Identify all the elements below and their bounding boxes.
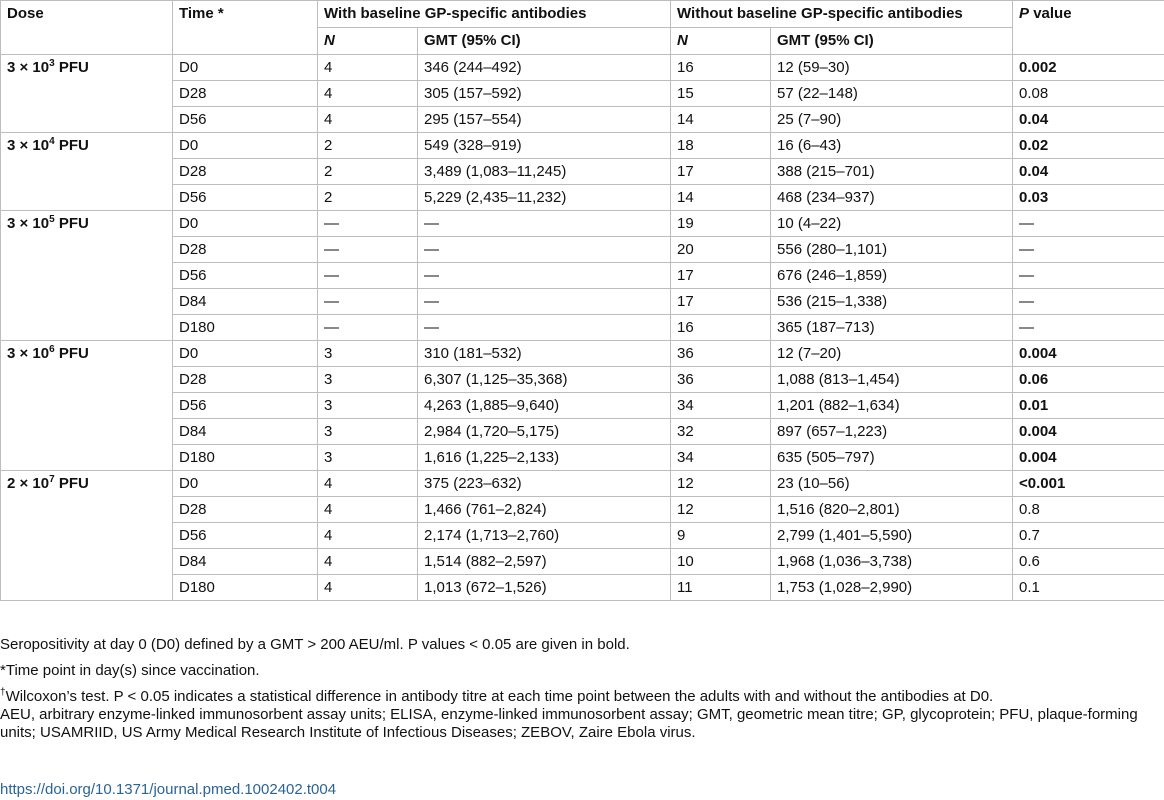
- cell-time: D0: [173, 133, 318, 159]
- cell-n-with: 3: [318, 341, 418, 367]
- cell-n-with: 4: [318, 107, 418, 133]
- cell-time: D0: [173, 471, 318, 497]
- cell-gmt-with: —: [418, 289, 671, 315]
- cell-p-value: 0.6: [1013, 549, 1164, 575]
- cell-n-with: 4: [318, 55, 418, 81]
- cell-time: D180: [173, 575, 318, 601]
- dose-base: 2 × 10: [7, 475, 50, 493]
- cell-p-value: —: [1013, 211, 1164, 237]
- cell-dose: [1, 523, 173, 549]
- cell-dose: [1, 549, 173, 575]
- header-gmt-with: GMT (95% CI): [418, 28, 671, 55]
- cell-gmt-without: 23 (10–56): [771, 471, 1013, 497]
- dose-unit: PFU: [54, 59, 89, 77]
- cell-gmt-without: 1,968 (1,036–3,738): [771, 549, 1013, 575]
- table-row: [1, 549, 1164, 575]
- dose-exponent: 3: [49, 58, 55, 70]
- cell-dose: [1, 55, 173, 81]
- cell-gmt-without: 16 (6–43): [771, 133, 1013, 159]
- cell-dose: [1, 211, 173, 237]
- cell-p-value: 0.002: [1013, 55, 1164, 81]
- footnote-wilcoxon: [0, 688, 1164, 706]
- cell-gmt-without: 365 (187–713): [771, 315, 1013, 341]
- dose-exponent: 4: [49, 136, 55, 148]
- cell-dose: [1, 575, 173, 601]
- cell-gmt-without: 536 (215–1,338): [771, 289, 1013, 315]
- cell-n-without: 14: [671, 185, 771, 211]
- table-header: [1, 1, 1164, 55]
- cell-gmt-with: —: [418, 263, 671, 289]
- dose-exponent: 7: [49, 474, 55, 486]
- header-without-baseline: Without baseline GP-specific antibodies: [671, 1, 1013, 28]
- cell-gmt-without: 2,799 (1,401–5,590): [771, 523, 1013, 549]
- cell-dose: [1, 159, 173, 185]
- cell-n-with: 2: [318, 133, 418, 159]
- cell-gmt-without: 468 (234–937): [771, 185, 1013, 211]
- table-row: [1, 185, 1164, 211]
- cell-n-with: 4: [318, 549, 418, 575]
- cell-n-without: 16: [671, 315, 771, 341]
- cell-dose: [1, 419, 173, 445]
- cell-n-without: 17: [671, 289, 771, 315]
- table-row: [1, 237, 1164, 263]
- cell-time: D0: [173, 341, 318, 367]
- cell-gmt-without: 57 (22–148): [771, 81, 1013, 107]
- cell-dose: [1, 341, 173, 367]
- cell-dose: [1, 367, 173, 393]
- cell-p-value: 0.01: [1013, 393, 1164, 419]
- dose-exponent: 6: [49, 344, 55, 356]
- table-row: [1, 107, 1164, 133]
- cell-gmt-with: 4,263 (1,885–9,640): [418, 393, 671, 419]
- cell-dose: [1, 107, 173, 133]
- table-row: [1, 523, 1164, 549]
- cell-n-without: 19: [671, 211, 771, 237]
- cell-gmt-with: 1,616 (1,225–2,133): [418, 445, 671, 471]
- cell-dose: [1, 289, 173, 315]
- dose-base: 3 × 10: [7, 345, 50, 363]
- dose-unit: PFU: [54, 215, 89, 233]
- table-row: [1, 445, 1164, 471]
- cell-p-value: 0.04: [1013, 159, 1164, 185]
- cell-p-value: 0.004: [1013, 341, 1164, 367]
- cell-dose: [1, 185, 173, 211]
- cell-dose: [1, 497, 173, 523]
- cell-gmt-without: 12 (7–20): [771, 341, 1013, 367]
- cell-gmt-with: —: [418, 315, 671, 341]
- cell-gmt-without: 388 (215–701): [771, 159, 1013, 185]
- cell-n-without: 34: [671, 445, 771, 471]
- cell-n-with: —: [318, 315, 418, 341]
- cell-p-value: 0.1: [1013, 575, 1164, 601]
- table-body: [1, 55, 1164, 601]
- cell-gmt-with: 1,466 (761–2,824): [418, 497, 671, 523]
- header-p-value: [1013, 1, 1164, 55]
- cell-n-with: 3: [318, 445, 418, 471]
- cell-n-with: —: [318, 211, 418, 237]
- dose-unit: PFU: [54, 345, 89, 363]
- cell-time: D28: [173, 81, 318, 107]
- cell-n-with: —: [318, 237, 418, 263]
- cell-gmt-without: 635 (505–797): [771, 445, 1013, 471]
- header-p-italic: P: [1019, 5, 1030, 22]
- cell-n-with: —: [318, 289, 418, 315]
- cell-n-without: 32: [671, 419, 771, 445]
- table-row: [1, 419, 1164, 445]
- cell-n-without: 14: [671, 107, 771, 133]
- cell-p-value: 0.06: [1013, 367, 1164, 393]
- dose-unit: PFU: [54, 475, 89, 493]
- cell-n-with: —: [318, 263, 418, 289]
- cell-gmt-without: 556 (280–1,101): [771, 237, 1013, 263]
- cell-gmt-without: 25 (7–90): [771, 107, 1013, 133]
- cell-time: D84: [173, 549, 318, 575]
- cell-n-without: 20: [671, 237, 771, 263]
- cell-gmt-without: 1,201 (882–1,634): [771, 393, 1013, 419]
- cell-time: D56: [173, 263, 318, 289]
- cell-gmt-without: 897 (657–1,223): [771, 419, 1013, 445]
- table-row: [1, 367, 1164, 393]
- dose-base: 3 × 10: [7, 137, 50, 155]
- cell-p-value: 0.8: [1013, 497, 1164, 523]
- header-p-rest: value: [1029, 5, 1072, 22]
- cell-gmt-without: 10 (4–22): [771, 211, 1013, 237]
- cell-gmt-with: —: [418, 237, 671, 263]
- cell-n-with: 3: [318, 419, 418, 445]
- cell-time: D28: [173, 237, 318, 263]
- table-row: [1, 55, 1164, 81]
- cell-n-without: 34: [671, 393, 771, 419]
- cell-time: D84: [173, 289, 318, 315]
- cell-p-value: 0.004: [1013, 445, 1164, 471]
- cell-n-without: 12: [671, 497, 771, 523]
- cell-gmt-with: 295 (157–554): [418, 107, 671, 133]
- cell-n-without: 15: [671, 81, 771, 107]
- cell-dose: [1, 237, 173, 263]
- cell-p-value: 0.08: [1013, 81, 1164, 107]
- cell-n-with: 3: [318, 393, 418, 419]
- dose-base: 3 × 10: [7, 59, 50, 77]
- header-n-with: N: [318, 28, 418, 55]
- cell-p-value: —: [1013, 237, 1164, 263]
- footnote-seropositivity: Seropositivity at day 0 (D0) defined by a GMT > 200 AEU/ml. P values < 0.05 are given in bold.: [0, 636, 630, 653]
- cell-time: D28: [173, 367, 318, 393]
- cell-time: D56: [173, 185, 318, 211]
- cell-gmt-with: 346 (244–492): [418, 55, 671, 81]
- cell-n-with: 2: [318, 185, 418, 211]
- header-with-baseline: With baseline GP-specific antibodies: [318, 1, 671, 28]
- cell-time: D56: [173, 393, 318, 419]
- header-dose: Dose: [1, 1, 173, 55]
- cell-gmt-with: 305 (157–592): [418, 81, 671, 107]
- cell-gmt-with: 375 (223–632): [418, 471, 671, 497]
- cell-n-without: 17: [671, 159, 771, 185]
- cell-p-value: 0.04: [1013, 107, 1164, 133]
- cell-time: D56: [173, 523, 318, 549]
- cell-time: D28: [173, 497, 318, 523]
- dose-unit: PFU: [54, 137, 89, 155]
- header-n-without: N: [671, 28, 771, 55]
- doi-link[interactable]: https://doi.org/10.1371/journal.pmed.1002402.t004: [0, 781, 337, 798]
- table-row: [1, 263, 1164, 289]
- cell-time: D56: [173, 107, 318, 133]
- cell-p-value: 0.02: [1013, 133, 1164, 159]
- table-row: [1, 289, 1164, 315]
- footnote-wilcoxon-text: Wilcoxon’s test. P < 0.05 indicates a statistical difference in antibody titre at each time point between the adults with and without the antibodies at D0.: [5, 688, 994, 705]
- cell-n-without: 17: [671, 263, 771, 289]
- cell-p-value: <0.001: [1013, 471, 1164, 497]
- cell-gmt-with: 2,984 (1,720–5,175): [418, 419, 671, 445]
- cell-gmt-without: 1,516 (820–2,801): [771, 497, 1013, 523]
- cell-gmt-with: 2,174 (1,713–2,760): [418, 523, 671, 549]
- cell-n-without: 36: [671, 367, 771, 393]
- cell-gmt-without: 12 (59–30): [771, 55, 1013, 81]
- cell-gmt-with: 310 (181–532): [418, 341, 671, 367]
- table-row: [1, 81, 1164, 107]
- table-row: [1, 393, 1164, 419]
- cell-gmt-with: 3,489 (1,083–11,245): [418, 159, 671, 185]
- table-row: [1, 211, 1164, 237]
- cell-gmt-with: 5,229 (2,435–11,232): [418, 185, 671, 211]
- header-gmt-without: GMT (95% CI): [771, 28, 1013, 55]
- cell-n-with: 4: [318, 497, 418, 523]
- cell-dose: [1, 81, 173, 107]
- dose-base: 3 × 10: [7, 215, 50, 233]
- cell-dose: [1, 263, 173, 289]
- cell-p-value: 0.7: [1013, 523, 1164, 549]
- cell-n-with: 4: [318, 575, 418, 601]
- cell-time: D28: [173, 159, 318, 185]
- cell-dose: [1, 445, 173, 471]
- cell-n-with: 4: [318, 471, 418, 497]
- cell-gmt-without: 1,088 (813–1,454): [771, 367, 1013, 393]
- cell-n-without: 36: [671, 341, 771, 367]
- cell-gmt-with: 549 (328–919): [418, 133, 671, 159]
- cell-p-value: —: [1013, 289, 1164, 315]
- cell-time: D180: [173, 315, 318, 341]
- cell-n-without: 18: [671, 133, 771, 159]
- table-row: [1, 497, 1164, 523]
- cell-gmt-with: 1,013 (672–1,526): [418, 575, 671, 601]
- cell-n-with: 3: [318, 367, 418, 393]
- cell-p-value: —: [1013, 263, 1164, 289]
- table-row: [1, 159, 1164, 185]
- cell-dose: [1, 393, 173, 419]
- cell-dose: [1, 315, 173, 341]
- cell-time: D0: [173, 55, 318, 81]
- table-row: [1, 315, 1164, 341]
- cell-n-without: 12: [671, 471, 771, 497]
- cell-gmt-with: 6,307 (1,125–35,368): [418, 367, 671, 393]
- cell-time: D84: [173, 419, 318, 445]
- cell-gmt-without: 676 (246–1,859): [771, 263, 1013, 289]
- header-time: Time *: [173, 1, 318, 55]
- cell-p-value: 0.03: [1013, 185, 1164, 211]
- cell-n-without: 10: [671, 549, 771, 575]
- table-row: [1, 575, 1164, 601]
- dose-exponent: 5: [49, 214, 55, 226]
- cell-gmt-without: 1,753 (1,028–2,990): [771, 575, 1013, 601]
- table-row: [1, 471, 1164, 497]
- cell-n-with: 4: [318, 81, 418, 107]
- dagger-mark: †: [0, 687, 6, 698]
- cell-dose: [1, 471, 173, 497]
- cell-p-value: 0.004: [1013, 419, 1164, 445]
- cell-n-with: 4: [318, 523, 418, 549]
- cell-n-without: 16: [671, 55, 771, 81]
- cell-gmt-with: 1,514 (882–2,597): [418, 549, 671, 575]
- cell-n-without: 9: [671, 523, 771, 549]
- cell-time: D180: [173, 445, 318, 471]
- table-row: [1, 133, 1164, 159]
- table-row: [1, 341, 1164, 367]
- cell-dose: [1, 133, 173, 159]
- table-footnotes: [0, 636, 1164, 750]
- cell-gmt-with: —: [418, 211, 671, 237]
- cell-n-with: 2: [318, 159, 418, 185]
- cell-p-value: —: [1013, 315, 1164, 341]
- cell-n-without: 11: [671, 575, 771, 601]
- footnote-abbreviations: AEU, arbitrary enzyme-linked immunosorbent assay units; ELISA, enzyme-linked immunosorbent assay; GMT, geometric mean titre; GP, glycoprotein; PFU, plaque-forming units; USAMRIID, US Army Medical Research Institute of Infectious Diseases; ZEBOV, Zaire Ebola virus.: [0, 706, 1138, 741]
- cell-time: D0: [173, 211, 318, 237]
- footnote-time: *Time point in day(s) since vaccination.: [0, 662, 260, 679]
